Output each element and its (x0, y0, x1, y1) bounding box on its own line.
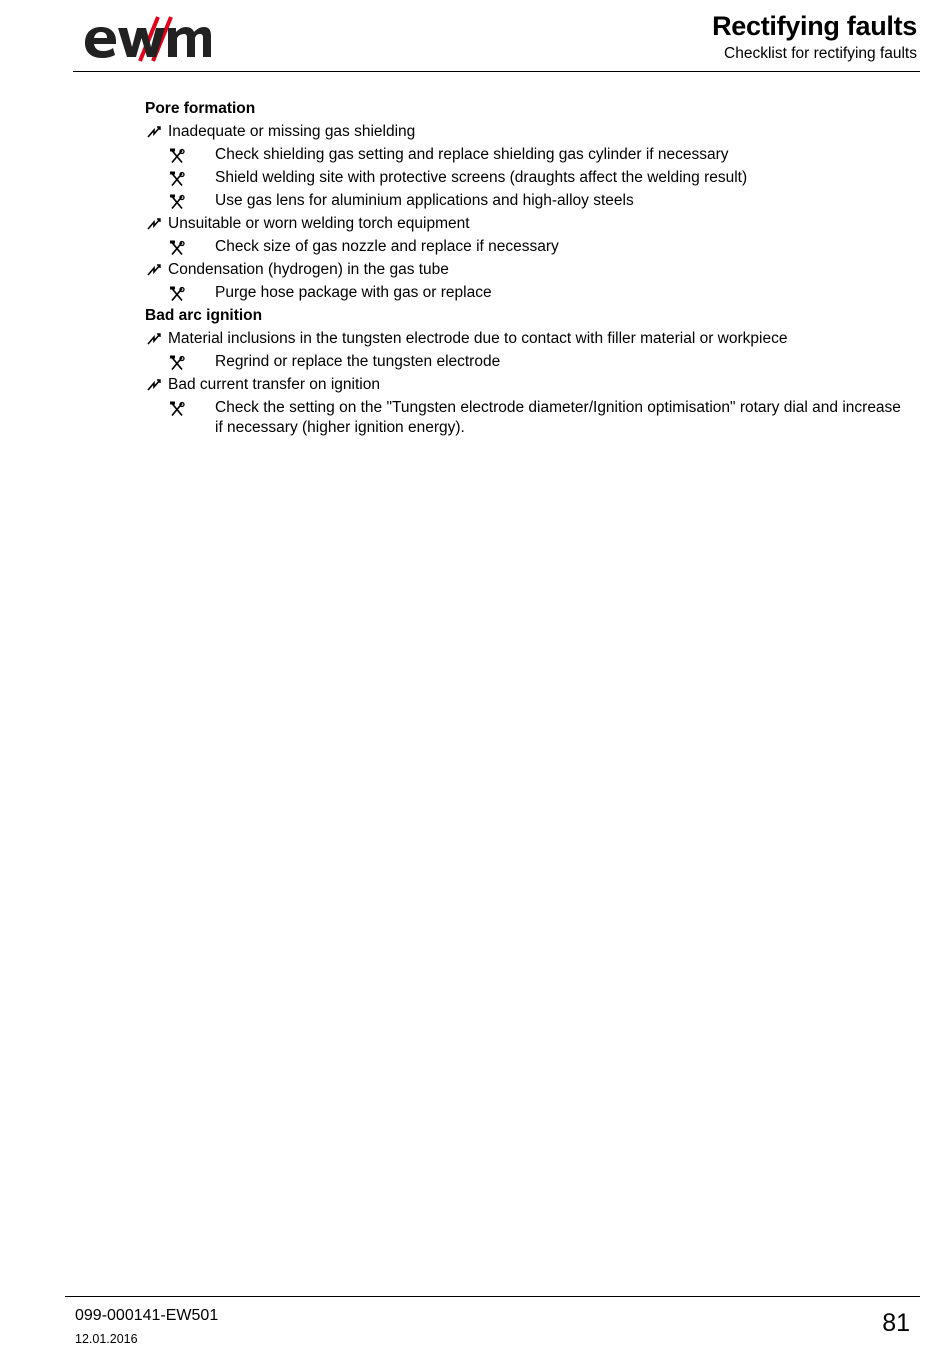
section-heading: Bad arc ignition (145, 307, 263, 324)
fault-remedy-text: Regrind or replace the tungsten electrode (215, 352, 501, 370)
tools-icon (169, 283, 185, 306)
fault-cause-text: Unsuitable or worn welding torch equipment (168, 215, 470, 232)
fault-cause (145, 373, 905, 396)
fault-cause-text: Condensation (hydrogen) in the gas tube (168, 261, 449, 278)
tools-icon (169, 237, 185, 260)
fault-checklist (145, 97, 905, 439)
fault-remedy (145, 189, 905, 212)
fault-lightning-icon (146, 373, 162, 396)
fault-cause (145, 258, 905, 281)
fault-remedy (145, 281, 905, 304)
fault-remedy-text: Use gas lens for aluminium applications and high-alloy steels (215, 191, 634, 209)
fault-remedy-text: Check the setting on the "Tungsten electrode diameter/Ignition optimisation" rotary dial and increase if necessary (higher ignition energy). (215, 398, 901, 436)
fault-remedy (145, 350, 905, 373)
section-heading: Pore formation (145, 100, 256, 117)
fault-remedy-text: Purge hose package with gas or replace (215, 283, 492, 301)
fault-remedy (145, 166, 905, 189)
fault-lightning-icon (146, 258, 162, 281)
page-number: 81 (882, 1309, 910, 1337)
header-divider (73, 71, 920, 72)
document-number: 099-000141-EW501 (75, 1307, 219, 1324)
fault-remedy (145, 143, 905, 166)
tools-icon (169, 352, 185, 375)
ewm-logo (82, 14, 212, 64)
fault-cause-text: Material inclusions in the tungsten electrode due to contact with filler material or workpiece (168, 330, 788, 347)
fault-lightning-icon (146, 327, 162, 350)
tools-icon (169, 145, 185, 168)
fault-remedy (145, 396, 905, 439)
tools-icon (169, 168, 185, 191)
tools-icon (169, 398, 185, 421)
tools-icon (169, 191, 185, 214)
fault-cause-text: Bad current transfer on ignition (168, 376, 380, 393)
fault-lightning-icon (146, 120, 162, 143)
document-date: 12.01.2016 (75, 1332, 138, 1346)
fault-remedy-text: Check shielding gas setting and replace shielding gas cylinder if necessary (215, 145, 729, 163)
footer-divider (65, 1296, 920, 1297)
page-subtitle: Checklist for rectifying faults (724, 45, 917, 62)
fault-cause-text: Inadequate or missing gas shielding (168, 123, 416, 140)
fault-lightning-icon (146, 212, 162, 235)
fault-cause (145, 120, 905, 143)
ewm-logo-graphic (82, 14, 212, 64)
fault-remedy (145, 235, 905, 258)
fault-remedy-text: Shield welding site with protective screens (draughts affect the welding result) (215, 168, 748, 186)
fault-cause (145, 327, 905, 350)
fault-cause (145, 212, 905, 235)
fault-remedy-text: Check size of gas nozzle and replace if necessary (215, 237, 559, 255)
page-title: Rectifying faults (712, 11, 917, 41)
